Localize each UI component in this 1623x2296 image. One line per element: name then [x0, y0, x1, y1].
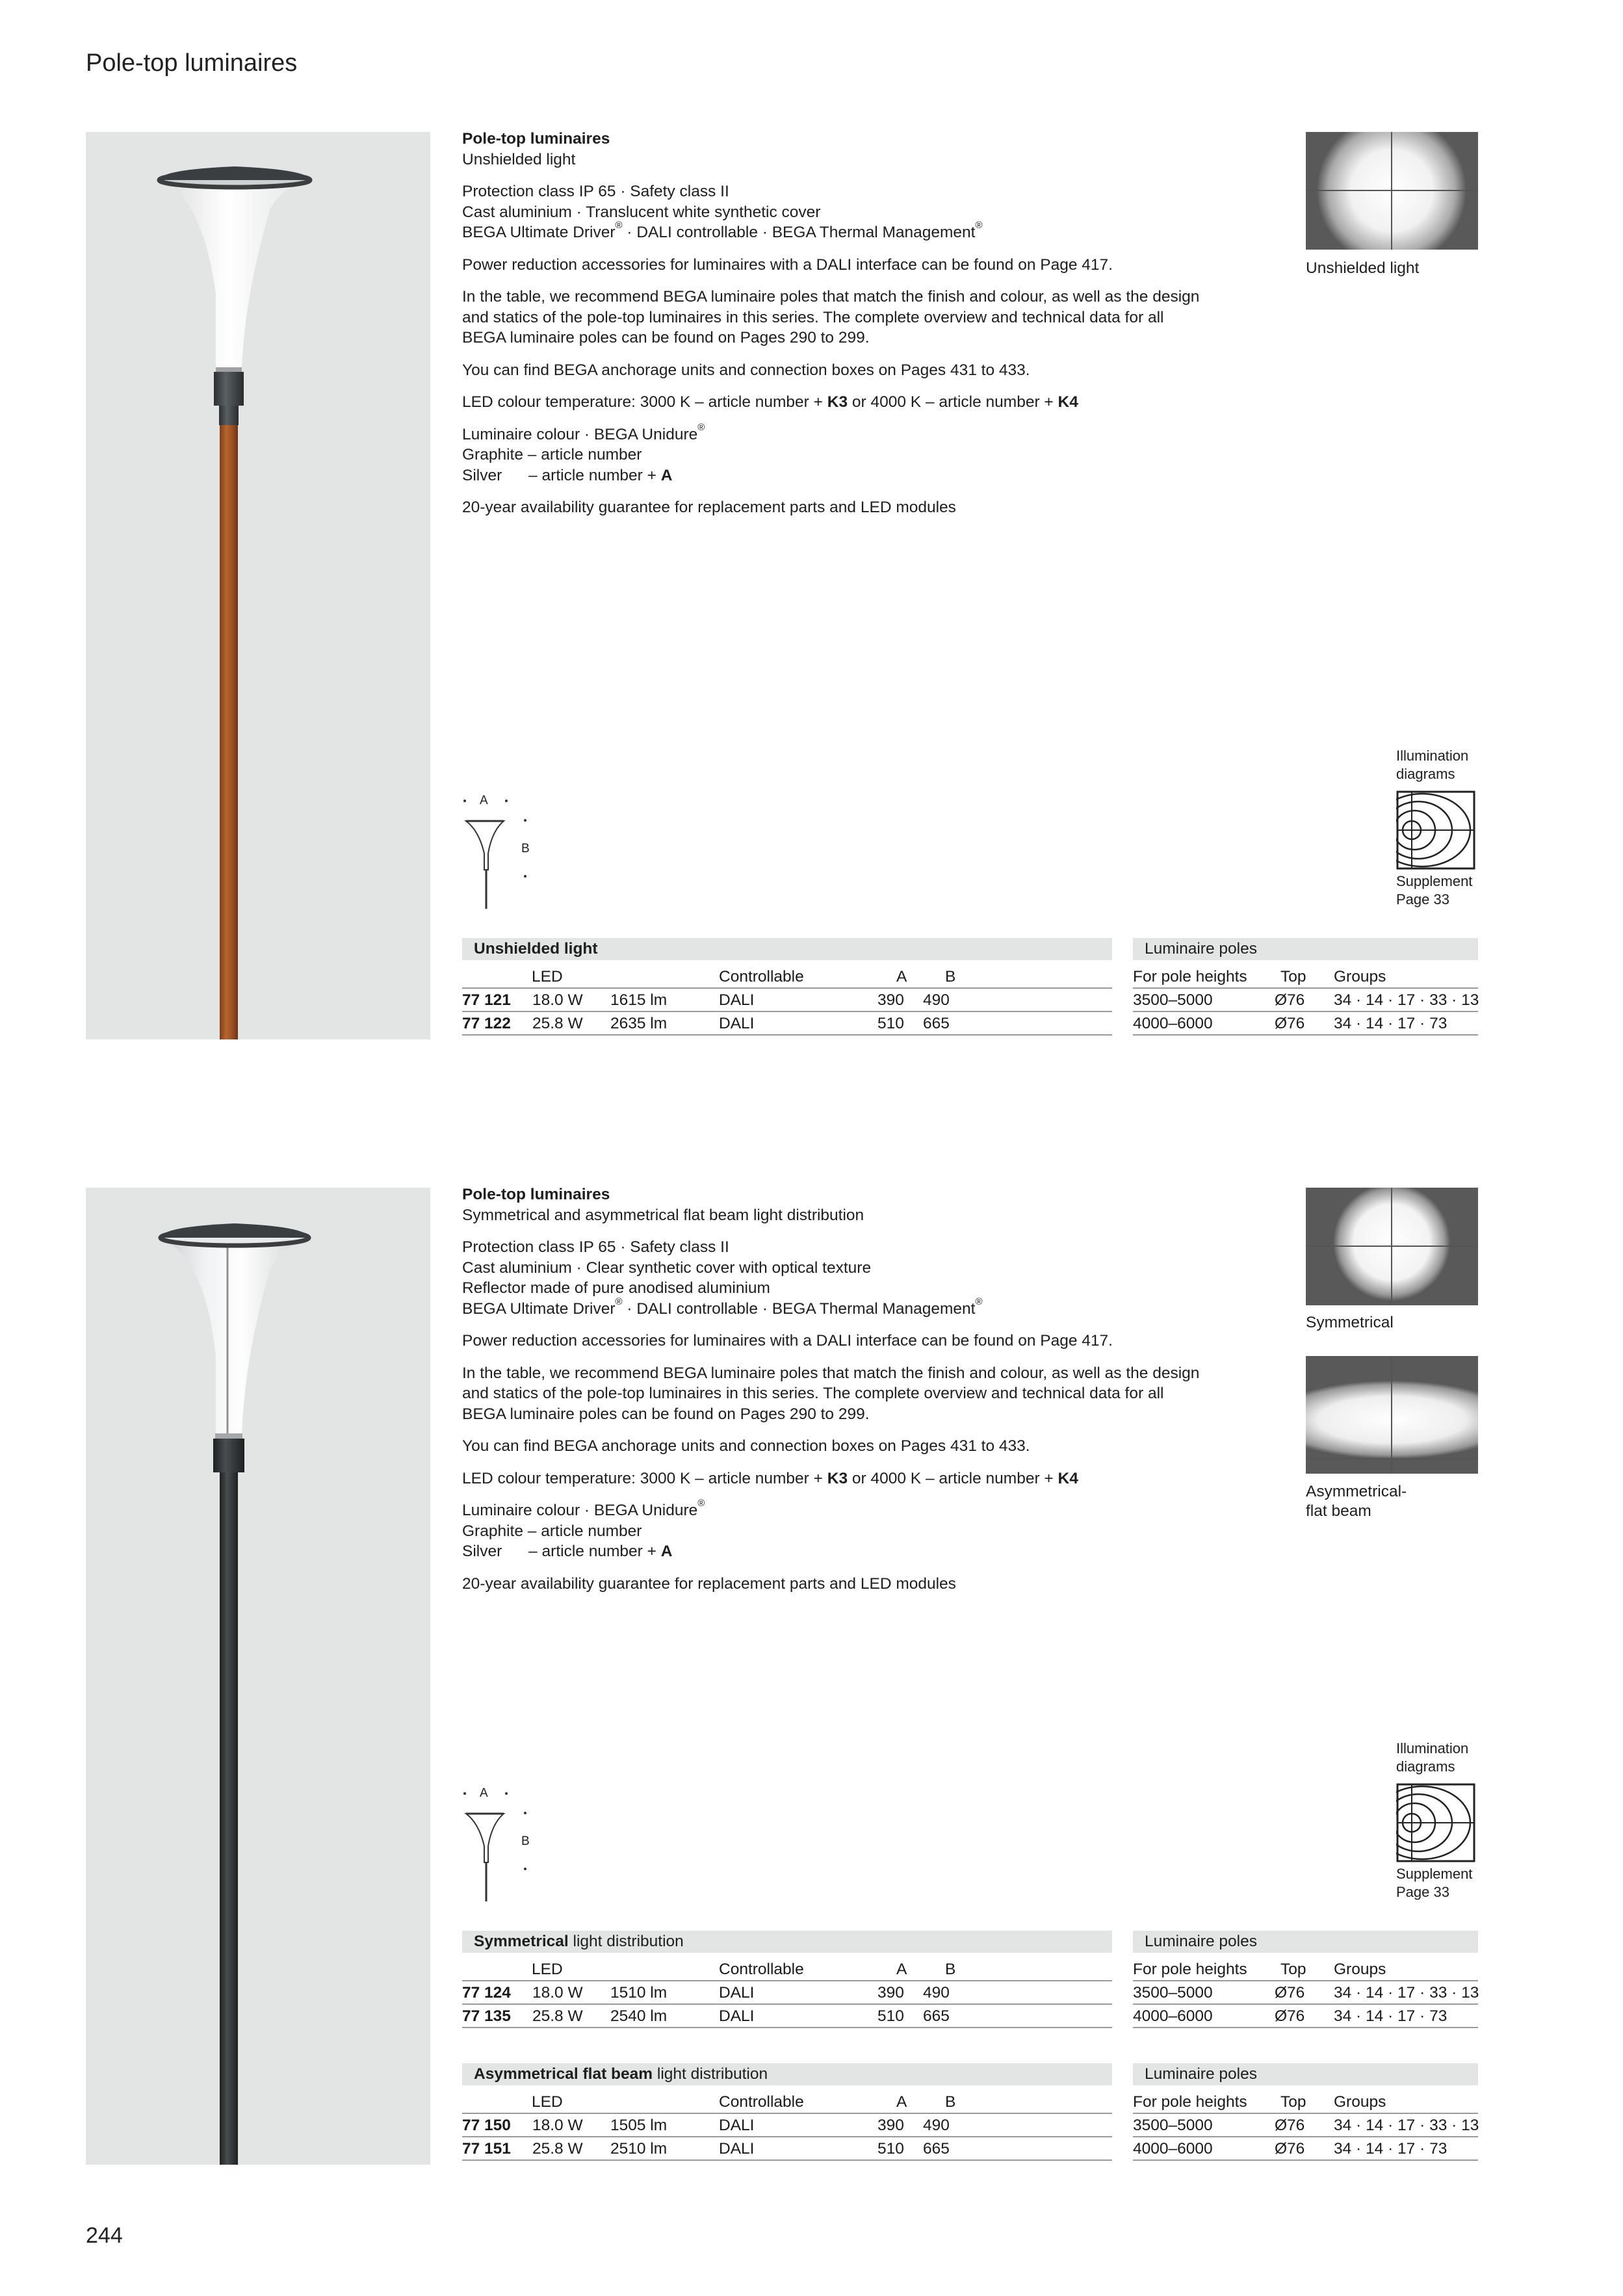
colour-graphite: Graphite – article number	[462, 1522, 642, 1540]
poles-row: 4000–6000 Ø76 34 · 14 · 17 · 73	[1133, 2137, 1478, 2161]
poles-row: 3500–5000 Ø76 34 · 14 · 17 · 33 · 13	[1133, 1981, 1478, 2005]
illumination-diagram-icon	[1396, 1783, 1475, 1862]
product-table-unshielded	[462, 938, 1112, 1042]
section1-description	[462, 129, 1281, 530]
dimension-drawing	[462, 792, 534, 912]
colour-silver: Silver – article number + A	[462, 1543, 673, 1560]
table-row: 77 124 18.0 W 1510 lm DALI 390 490	[462, 1981, 1112, 2005]
spec-line: Cast aluminium · Translucent white synthetic cover	[462, 203, 821, 221]
poles-header-row: For pole heights Top Groups	[1133, 965, 1478, 989]
product-table-asymmetrical	[462, 2063, 1112, 2167]
registered-mark: ®	[975, 1296, 983, 1307]
table-title: Asymmetrical flat beam light distribution	[462, 2063, 1112, 2085]
luminaire-graphite-pole-illustration	[86, 1188, 430, 2165]
poles-row: 3500–5000 Ø76 34 · 14 · 17 · 33 · 13	[1133, 2114, 1478, 2137]
luminaire-wood-pole-illustration	[86, 132, 430, 1039]
light-distribution-thumbnail-asymmetrical	[1306, 1356, 1478, 1474]
anchorage-note: You can find BEGA anchorage units and connection boxes on Pages 431 to 433.	[462, 1437, 1030, 1455]
registered-mark: ®	[697, 1498, 705, 1509]
luminaire-colour-title: Luminaire colour · BEGA Unidure®	[462, 421, 705, 443]
illumination-diagrams-label: Illumination diagrams	[1396, 1740, 1469, 1775]
poles-table-title: Luminaire poles	[1133, 2063, 1478, 2085]
table-header-row: LED Controllable A B	[462, 965, 1112, 989]
poles-row: 4000–6000 Ø76 34 · 14 · 17 · 73	[1133, 1012, 1478, 1036]
poles-table-title: Luminaire poles	[1133, 938, 1478, 960]
table-row: 77 151 25.8 W 2510 lm DALI 510 665	[462, 2137, 1112, 2161]
illumination-diagram-icon	[1396, 790, 1475, 870]
availability-guarantee: 20-year availability guarantee for replacement parts and LED modules	[462, 1574, 956, 1593]
spec-line: Protection class IP 65 · Safety class II	[462, 183, 729, 200]
poles-recommendation: In the table, we recommend BEGA luminaire poles that match the finish and colour, as well as the design	[462, 288, 1200, 306]
supplement-page-label: Supplement Page 33	[1396, 873, 1473, 907]
asymmetrical-label: Asymmetrical- flat beam	[1306, 1483, 1407, 1520]
product-photo-unshielded	[86, 132, 430, 1039]
product-photo-symmetrical	[86, 1188, 430, 2165]
illumination-diagrams-label: Illumination diagrams	[1396, 748, 1469, 782]
registered-mark: ®	[615, 220, 623, 231]
dimension-a-label: A	[480, 1786, 488, 1800]
colour-silver: Silver – article number + A	[462, 466, 673, 484]
page-title: Pole-top luminaires	[86, 49, 298, 77]
dimension-b-label: B	[521, 842, 530, 855]
registered-mark: ®	[697, 421, 705, 433]
luminaire-poles-table-2	[1133, 1931, 1478, 2035]
light-distribution-thumbnail-symmetrical	[1306, 1188, 1478, 1305]
registered-mark: ®	[615, 1296, 623, 1307]
table-header-row: LED Controllable A B	[462, 1958, 1112, 1981]
luminaire-colour-title: Luminaire colour · BEGA Unidure®	[462, 1498, 705, 1519]
led-colour-temperature: LED colour temperature: 3000 K – article number + K3 or 4000 K – article number + K4	[462, 393, 1078, 411]
product-table-symmetrical	[462, 1931, 1112, 2035]
symmetrical-label: Symmetrical	[1306, 1314, 1394, 1331]
spec-line: BEGA Ultimate Driver® · DALI controllable · BEGA Thermal Management®	[462, 220, 983, 241]
registered-mark: ®	[975, 220, 983, 231]
availability-guarantee: 20-year availability guarantee for replacement parts and LED modules	[462, 499, 956, 516]
colour-graphite: Graphite – article number	[462, 446, 642, 463]
poles-recommendation: BEGA luminaire poles can be found on Pages 290 to 299.	[462, 1405, 870, 1423]
spec-line: Reflector made of pure anodised aluminium	[462, 1279, 770, 1297]
section1-subheading: Unshielded light	[462, 150, 576, 168]
luminaire-poles-table-3	[1133, 2063, 1478, 2167]
light-distribution-thumbnail-unshielded	[1306, 132, 1478, 250]
poles-row: 3500–5000 Ø76 34 · 14 · 17 · 33 · 13	[1133, 989, 1478, 1012]
table-row: 77 135 25.8 W 2540 lm DALI 510 665	[462, 2005, 1112, 2028]
supplement-page-label: Supplement Page 33	[1396, 1866, 1473, 1900]
spec-line: BEGA Ultimate Driver® · DALI controllable · BEGA Thermal Management®	[462, 1296, 983, 1318]
led-colour-temperature: LED colour temperature: 3000 K – article number + K3 or 4000 K – article number + K4	[462, 1469, 1078, 1487]
table-row: 77 121 18.0 W 1615 lm DALI 390 490	[462, 989, 1112, 1012]
table-title: Symmetrical light distribution	[462, 1931, 1112, 1953]
power-reduction-note: Power reduction accessories for luminaires with a DALI interface can be found on Page 417.	[462, 1332, 1113, 1350]
poles-recommendation: In the table, we recommend BEGA luminaire poles that match the finish and colour, as well as the design	[462, 1364, 1200, 1382]
poles-recommendation: and statics of the pole-top luminaires in this series. The complete overview and technical data for all	[462, 308, 1164, 326]
section1-heading: Pole-top luminaires	[462, 130, 610, 148]
page-number: 244	[86, 2223, 123, 2248]
unshielded-light-label: Unshielded light	[1306, 259, 1420, 277]
poles-recommendation: and statics of the pole-top luminaires in this series. The complete overview and technical data for all	[462, 1385, 1164, 1402]
section2-subheading: Symmetrical and asymmetrical flat beam light distribution	[462, 1206, 864, 1224]
poles-row: 4000–6000 Ø76 34 · 14 · 17 · 73	[1133, 2005, 1478, 2028]
spec-line: Protection class IP 65 · Safety class II	[462, 1238, 729, 1256]
table-header-row: LED Controllable A B	[462, 2091, 1112, 2114]
anchorage-note: You can find BEGA anchorage units and connection boxes on Pages 431 to 433.	[462, 361, 1030, 379]
poles-header-row: For pole heights Top Groups	[1133, 1958, 1478, 1981]
dimension-a-label: A	[480, 794, 488, 807]
poles-header-row: For pole heights Top Groups	[1133, 2091, 1478, 2114]
table-row: 77 150 18.0 W 1505 lm DALI 390 490	[462, 2114, 1112, 2137]
section2-heading: Pole-top luminaires	[462, 1186, 610, 1203]
section2-description	[462, 1184, 1281, 1606]
poles-table-title: Luminaire poles	[1133, 1931, 1478, 1953]
table-row: 77 122 25.8 W 2635 lm DALI 510 665	[462, 1012, 1112, 1036]
dimension-b-label: B	[521, 1834, 530, 1848]
table-title: Unshielded light	[462, 938, 1112, 960]
poles-recommendation: BEGA luminaire poles can be found on Pages 290 to 299.	[462, 329, 870, 346]
spec-line: Cast aluminium · Clear synthetic cover with optical texture	[462, 1259, 872, 1277]
dimension-drawing	[462, 1784, 534, 1905]
power-reduction-note: Power reduction accessories for luminaires with a DALI interface can be found on Page 417.	[462, 255, 1113, 274]
luminaire-poles-table-1	[1133, 938, 1478, 1042]
